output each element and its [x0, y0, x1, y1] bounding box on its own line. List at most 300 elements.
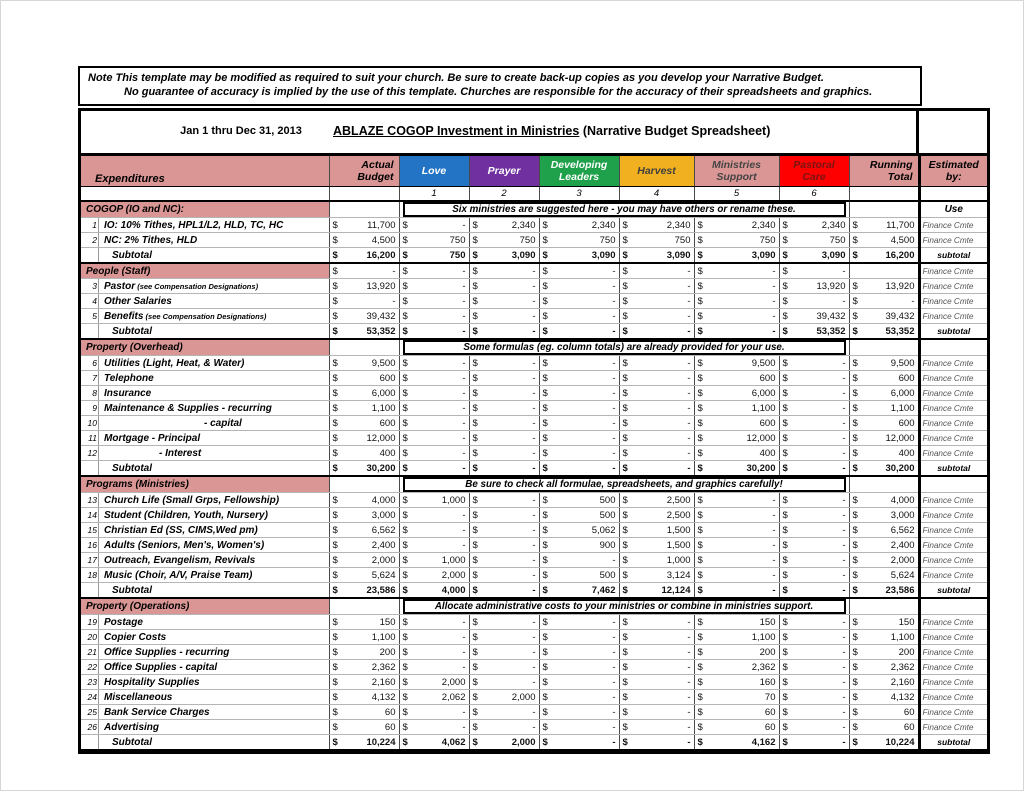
money-cell — [329, 630, 399, 645]
currency-symbol: $ — [622, 661, 628, 673]
estimated-by-cell — [919, 508, 987, 523]
money-cell — [849, 279, 919, 294]
currency-symbol: $ — [542, 325, 548, 337]
amount: 10,224 — [885, 736, 915, 748]
currency-symbol: $ — [852, 706, 858, 718]
row-number: 25 — [87, 706, 97, 717]
money-cell — [694, 553, 779, 568]
amount: - — [687, 325, 691, 337]
money-cell — [329, 263, 399, 279]
item-row — [81, 309, 987, 324]
money-cell — [399, 583, 469, 599]
currency-symbol: $ — [332, 462, 338, 474]
money-cell — [539, 630, 619, 645]
amount: - — [462, 310, 466, 322]
currency-symbol: $ — [542, 387, 548, 399]
money-cell — [849, 416, 919, 431]
amount: 60 — [903, 706, 915, 718]
amount: - — [532, 432, 536, 444]
currency-symbol: $ — [402, 432, 408, 444]
row-number: 5 — [92, 310, 97, 321]
currency-symbol: $ — [782, 736, 788, 748]
amount: - — [842, 494, 846, 506]
currency-symbol: $ — [782, 402, 788, 414]
currency-symbol: $ — [697, 432, 703, 444]
item-row — [81, 630, 987, 645]
estimated-by-value: Finance Cmte — [922, 617, 974, 627]
money-cell — [694, 630, 779, 645]
section-row — [81, 201, 987, 218]
currency-symbol: $ — [472, 234, 478, 246]
currency-symbol: $ — [332, 616, 338, 628]
currency-symbol: $ — [782, 219, 788, 231]
currency-symbol: $ — [782, 584, 788, 596]
row-number: 23 — [87, 676, 97, 687]
currency-symbol: $ — [697, 462, 703, 474]
section-note-cell — [399, 201, 849, 218]
amount: - — [612, 616, 616, 628]
amount: - — [687, 432, 691, 444]
money-cell — [329, 371, 399, 386]
money-cell — [849, 263, 919, 279]
amount: - — [772, 569, 776, 581]
money-cell — [469, 583, 539, 599]
expenditure-label-cell — [81, 356, 329, 371]
money-cell — [329, 568, 399, 583]
money-cell — [779, 508, 849, 523]
amount: 3,090 — [591, 249, 616, 261]
expenditure-label-cell — [81, 324, 329, 340]
amount: - — [462, 357, 466, 369]
money-cell — [849, 690, 919, 705]
money-cell — [469, 233, 539, 248]
item-row — [81, 523, 987, 538]
item-row — [81, 720, 987, 735]
estimated-by-cell — [919, 233, 987, 248]
amount: - — [842, 584, 846, 596]
estimated-by-value: Finance Cmte — [922, 418, 974, 428]
money-cell — [849, 201, 919, 218]
money-cell — [469, 538, 539, 553]
money-cell — [849, 356, 919, 371]
currency-symbol: $ — [852, 539, 858, 551]
amount: - — [462, 524, 466, 536]
column-header-developing-leaders: Developing Leaders — [539, 156, 619, 187]
currency-symbol: $ — [332, 554, 338, 566]
date-range: Jan 1 thru Dec 31, 2013 — [180, 125, 302, 137]
currency-symbol: $ — [542, 661, 548, 673]
estimated-by-cell — [919, 553, 987, 568]
amount: - — [842, 706, 846, 718]
currency-symbol: $ — [542, 524, 548, 536]
amount: - — [462, 631, 466, 643]
amount: 160 — [759, 676, 776, 688]
money-cell — [399, 371, 469, 386]
currency-symbol: $ — [472, 676, 478, 688]
currency-symbol: $ — [852, 372, 858, 384]
title-band — [81, 111, 987, 156]
amount: 4,500 — [371, 234, 396, 246]
currency-symbol: $ — [852, 554, 858, 566]
section-label-cell: Property (Overhead) — [81, 339, 329, 356]
estimated-by-cell — [919, 263, 987, 279]
currency-symbol: $ — [542, 631, 548, 643]
amount: 2,362 — [890, 661, 915, 673]
currency-symbol: $ — [697, 219, 703, 231]
currency-symbol: $ — [542, 280, 548, 292]
currency-symbol: $ — [332, 691, 338, 703]
money-cell — [849, 339, 919, 356]
amount: 600 — [898, 372, 915, 384]
money-cell — [619, 583, 694, 599]
blank-cell — [329, 476, 399, 493]
currency-symbol: $ — [472, 584, 478, 596]
estimated-by-cell — [919, 493, 987, 508]
estimated-by-value: subtotal — [937, 737, 971, 747]
column-header-estimated-by: Estimated by: — [919, 156, 987, 187]
amount: 60 — [384, 706, 396, 718]
money-cell — [539, 386, 619, 401]
estimated-by-cell — [919, 248, 987, 264]
expenditure-label-cell — [81, 523, 329, 538]
money-cell — [329, 583, 399, 599]
estimated-by-value: Finance Cmte — [922, 570, 974, 580]
money-cell — [619, 461, 694, 477]
currency-symbol: $ — [782, 631, 788, 643]
money-cell — [539, 263, 619, 279]
money-cell — [539, 356, 619, 371]
currency-symbol: $ — [697, 402, 703, 414]
amount: - — [462, 706, 466, 718]
amount: 4,162 — [751, 736, 776, 748]
row-number: 16 — [87, 539, 97, 550]
estimated-by-cell — [919, 645, 987, 660]
blank-cell — [329, 598, 399, 615]
money-cell — [849, 583, 919, 599]
amount: 2,000 — [890, 554, 915, 566]
currency-symbol: $ — [852, 524, 858, 536]
amount: 500 — [599, 569, 616, 581]
amount: 3,090 — [666, 249, 691, 261]
amount: - — [532, 372, 536, 384]
currency-symbol: $ — [402, 524, 408, 536]
currency-symbol: $ — [402, 661, 408, 673]
amount: - — [612, 417, 616, 429]
currency-symbol: $ — [542, 234, 548, 246]
money-cell — [469, 735, 539, 751]
currency-symbol: $ — [542, 417, 548, 429]
amount: 60 — [764, 721, 776, 733]
estimated-by-cell — [919, 386, 987, 401]
currency-symbol: $ — [852, 295, 858, 307]
section-row — [81, 263, 987, 279]
currency-symbol: $ — [542, 539, 548, 551]
money-cell — [399, 630, 469, 645]
amount: 70 — [764, 691, 776, 703]
currency-symbol: $ — [542, 249, 548, 261]
row-number: 20 — [87, 631, 97, 642]
amount: 12,124 — [661, 584, 691, 596]
expenditure-label-cell — [81, 493, 329, 508]
item-row — [81, 416, 987, 431]
currency-symbol: $ — [622, 539, 628, 551]
money-cell — [619, 660, 694, 675]
expenditure-label: Benefits — [104, 310, 144, 322]
title-band-right-spacer — [916, 111, 987, 153]
currency-symbol: $ — [852, 462, 858, 474]
blank-cell — [329, 201, 399, 218]
money-cell — [694, 401, 779, 416]
money-cell — [469, 720, 539, 735]
ministry-number-pastoral-care: 6 — [779, 187, 849, 202]
header-labels-row — [81, 156, 987, 187]
currency-symbol: $ — [542, 310, 548, 322]
amount: 53,352 — [885, 325, 915, 337]
column-header-actual-budget: Actual Budget — [329, 156, 399, 187]
currency-symbol: $ — [402, 219, 408, 231]
currency-symbol: $ — [542, 494, 548, 506]
row-number: 18 — [87, 569, 97, 580]
currency-symbol: $ — [402, 736, 408, 748]
row-number: 12 — [87, 447, 97, 458]
amount: - — [532, 524, 536, 536]
currency-symbol: $ — [402, 569, 408, 581]
currency-symbol: $ — [697, 554, 703, 566]
amount: 3,000 — [890, 509, 915, 521]
currency-symbol: $ — [782, 447, 788, 459]
money-cell — [849, 294, 919, 309]
money-cell — [779, 446, 849, 461]
currency-symbol: $ — [402, 462, 408, 474]
currency-symbol: $ — [622, 721, 628, 733]
currency-symbol: $ — [622, 234, 628, 246]
money-cell — [619, 553, 694, 568]
money-cell — [619, 309, 694, 324]
currency-symbol: $ — [852, 310, 858, 322]
ministry-number-developing-leaders: 3 — [539, 187, 619, 202]
money-cell — [694, 523, 779, 538]
money-cell — [539, 645, 619, 660]
expenditure-label: Copier Costs — [104, 631, 167, 643]
amount: 2,160 — [890, 676, 915, 688]
money-cell — [469, 660, 539, 675]
money-cell — [694, 645, 779, 660]
money-cell — [329, 309, 399, 324]
amount: - — [532, 706, 536, 718]
money-cell — [779, 356, 849, 371]
money-cell — [779, 538, 849, 553]
amount: - — [532, 417, 536, 429]
item-row — [81, 386, 987, 401]
money-cell — [849, 401, 919, 416]
amount: - — [772, 539, 776, 551]
expenditure-label-cell — [81, 508, 329, 523]
column-header-harvest: Harvest — [619, 156, 694, 187]
currency-symbol: $ — [332, 736, 338, 748]
currency-symbol: $ — [852, 584, 858, 596]
currency-symbol: $ — [852, 325, 858, 337]
money-cell — [779, 690, 849, 705]
row-number: 4 — [92, 295, 97, 306]
amount: - — [532, 447, 536, 459]
expenditure-label: Adults (Seniors, Men's, Women's) — [104, 539, 265, 551]
currency-symbol: $ — [622, 646, 628, 658]
expenditure-label-cell — [81, 218, 329, 233]
money-cell — [329, 645, 399, 660]
row-number: 14 — [87, 509, 97, 520]
estimated-by-value: Finance Cmte — [922, 281, 974, 291]
section-label-cell: Programs (Ministries) — [81, 476, 329, 493]
amount: - — [687, 646, 691, 658]
amount: - — [462, 616, 466, 628]
money-cell — [619, 735, 694, 751]
money-cell — [619, 248, 694, 264]
money-cell — [694, 248, 779, 264]
money-cell — [619, 538, 694, 553]
money-cell — [539, 416, 619, 431]
currency-symbol: $ — [402, 447, 408, 459]
expenditure-label: Postage — [104, 616, 143, 628]
money-cell — [694, 371, 779, 386]
amount: 39,432 — [366, 310, 396, 322]
money-cell — [779, 416, 849, 431]
amount: 6,562 — [371, 524, 396, 536]
currency-symbol: $ — [622, 631, 628, 643]
money-cell — [399, 233, 469, 248]
currency-symbol: $ — [542, 447, 548, 459]
amount: - — [532, 646, 536, 658]
amount: - — [532, 539, 536, 551]
money-cell — [779, 279, 849, 294]
amount: - — [842, 372, 846, 384]
amount: - — [462, 432, 466, 444]
estimated-by-value: Finance Cmte — [922, 692, 974, 702]
expenditure-label: Telephone — [104, 372, 154, 384]
money-cell — [539, 309, 619, 324]
amount: - — [612, 661, 616, 673]
money-cell — [399, 356, 469, 371]
numbers-row-spacer — [919, 187, 987, 202]
currency-symbol: $ — [402, 234, 408, 246]
amount: 13,920 — [366, 280, 396, 292]
item-row — [81, 233, 987, 248]
currency-symbol: $ — [472, 721, 478, 733]
money-cell — [849, 553, 919, 568]
currency-symbol: $ — [402, 265, 408, 277]
expenditure-label-cell — [81, 675, 329, 690]
money-cell — [779, 493, 849, 508]
currency-symbol: $ — [622, 462, 628, 474]
item-row — [81, 645, 987, 660]
money-cell — [329, 461, 399, 477]
subtotal-label: Subtotal — [112, 584, 152, 596]
money-cell — [849, 324, 919, 340]
item-row — [81, 294, 987, 309]
amount: - — [612, 295, 616, 307]
money-cell — [779, 461, 849, 477]
money-cell — [619, 446, 694, 461]
expenditure-label: Pastor — [104, 280, 136, 292]
currency-symbol: $ — [782, 524, 788, 536]
ministry-number-prayer: 2 — [469, 187, 539, 202]
money-cell — [849, 675, 919, 690]
expenditure-label-cell — [81, 371, 329, 386]
currency-symbol: $ — [332, 295, 338, 307]
column-header-ministries-support: Ministries Support — [694, 156, 779, 187]
currency-symbol: $ — [852, 661, 858, 673]
currency-symbol: $ — [782, 661, 788, 673]
amount: - — [772, 310, 776, 322]
estimated-by-cell — [919, 568, 987, 583]
estimated-by-cell — [919, 416, 987, 431]
currency-symbol: $ — [782, 554, 788, 566]
money-cell — [694, 324, 779, 340]
currency-symbol: $ — [542, 509, 548, 521]
currency-symbol: $ — [697, 646, 703, 658]
currency-symbol: $ — [472, 402, 478, 414]
amount: 13,920 — [816, 280, 846, 292]
estimated-by-cell — [919, 431, 987, 446]
currency-symbol: $ — [852, 402, 858, 414]
currency-symbol: $ — [332, 249, 338, 261]
expenditure-label-cell — [81, 294, 329, 309]
amount: 600 — [898, 417, 915, 429]
money-cell — [399, 279, 469, 294]
numbers-row-spacer — [329, 187, 399, 202]
money-cell — [399, 309, 469, 324]
currency-symbol: $ — [622, 280, 628, 292]
amount: - — [532, 676, 536, 688]
item-row — [81, 538, 987, 553]
amount: - — [612, 357, 616, 369]
expenditure-label-cell — [81, 233, 329, 248]
row-number: 2 — [92, 234, 97, 245]
money-cell — [399, 294, 469, 309]
amount: - — [462, 447, 466, 459]
row-number: 17 — [87, 554, 97, 565]
expenditure-label: Hospitality Supplies — [104, 676, 200, 688]
currency-symbol: $ — [332, 646, 338, 658]
money-cell — [399, 538, 469, 553]
currency-symbol: $ — [332, 432, 338, 444]
money-cell — [539, 538, 619, 553]
money-cell — [779, 705, 849, 720]
amount: 3,124 — [666, 569, 691, 581]
money-cell — [619, 401, 694, 416]
amount: 30,200 — [366, 462, 396, 474]
amount: - — [687, 280, 691, 292]
amount: 39,432 — [816, 310, 846, 322]
currency-symbol: $ — [472, 357, 478, 369]
money-cell — [849, 508, 919, 523]
subtotal-row — [81, 248, 987, 264]
currency-symbol: $ — [472, 295, 478, 307]
money-cell — [399, 690, 469, 705]
amount: - — [612, 447, 616, 459]
money-cell — [619, 263, 694, 279]
currency-symbol: $ — [402, 417, 408, 429]
currency-symbol: $ — [622, 325, 628, 337]
currency-symbol: $ — [332, 234, 338, 246]
money-cell — [849, 431, 919, 446]
expenditure-label: Maintenance & Supplies - recurring — [104, 402, 272, 414]
money-cell — [849, 371, 919, 386]
amount: - — [772, 494, 776, 506]
currency-symbol: $ — [622, 569, 628, 581]
currency-symbol: $ — [332, 280, 338, 292]
money-cell — [694, 233, 779, 248]
amount: - — [772, 265, 776, 277]
